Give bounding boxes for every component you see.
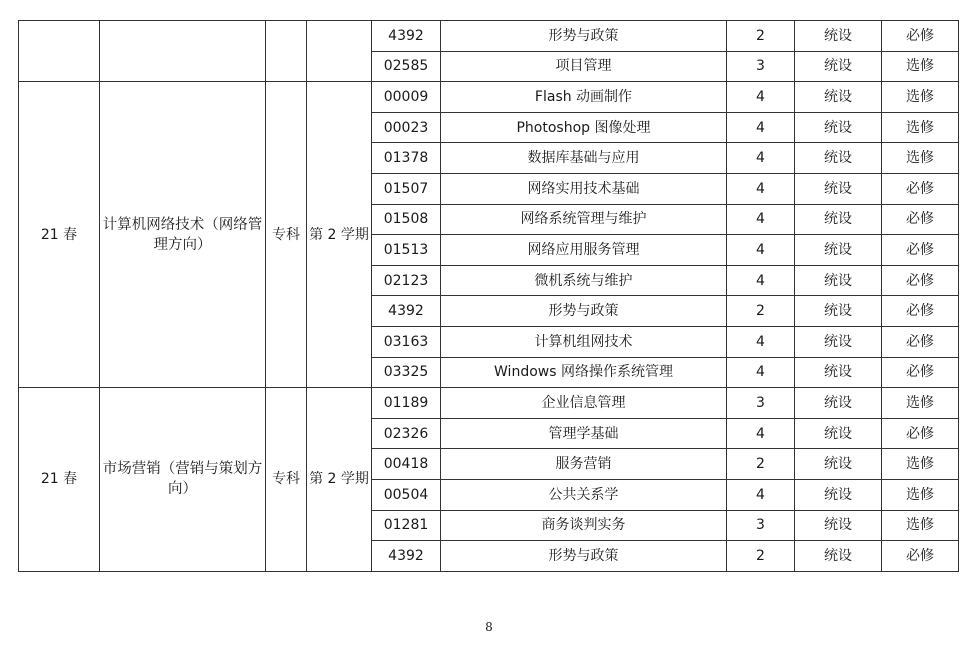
course-credits: 4 [727, 265, 795, 296]
major-cell: 市场营销（营销与策划方向） [100, 388, 266, 572]
course-code: 00009 [372, 82, 441, 113]
course-credits: 4 [727, 112, 795, 143]
course-setup: 统设 [795, 510, 882, 541]
course-code: 02326 [372, 418, 441, 449]
course-type: 必修 [882, 296, 959, 327]
level-cell: 专科 [266, 388, 307, 572]
course-name: 项目管理 [441, 51, 727, 82]
course-setup: 统设 [795, 265, 882, 296]
term-cell [19, 21, 100, 82]
course-code: 00418 [372, 449, 441, 480]
course-type: 选修 [882, 143, 959, 174]
course-name: 公共关系学 [441, 479, 727, 510]
course-name: 形势与政策 [441, 21, 727, 52]
course-name: Flash 动画制作 [441, 82, 727, 113]
course-setup: 统设 [795, 21, 882, 52]
course-code: 01513 [372, 235, 441, 266]
course-name: 网络系统管理与维护 [441, 204, 727, 235]
course-setup: 统设 [795, 418, 882, 449]
course-type: 选修 [882, 112, 959, 143]
course-name: 商务谈判实务 [441, 510, 727, 541]
course-setup: 统设 [795, 541, 882, 572]
course-setup: 统设 [795, 296, 882, 327]
course-type: 选修 [882, 51, 959, 82]
course-type: 必修 [882, 541, 959, 572]
term-cell: 21 春 [19, 388, 100, 572]
course-name: 形势与政策 [441, 541, 727, 572]
course-credits: 4 [727, 357, 795, 388]
course-credits: 4 [727, 235, 795, 266]
course-code: 02123 [372, 265, 441, 296]
course-code: 01189 [372, 388, 441, 419]
course-name: 企业信息管理 [441, 388, 727, 419]
course-credits: 4 [727, 204, 795, 235]
course-credits: 4 [727, 143, 795, 174]
course-setup: 统设 [795, 326, 882, 357]
course-name: 计算机组网技术 [441, 326, 727, 357]
course-setup: 统设 [795, 112, 882, 143]
course-setup: 统设 [795, 449, 882, 480]
course-credits: 4 [727, 82, 795, 113]
course-type: 选修 [882, 82, 959, 113]
course-code: 00023 [372, 112, 441, 143]
course-code: 01378 [372, 143, 441, 174]
course-type: 必修 [882, 326, 959, 357]
course-code: 03325 [372, 357, 441, 388]
course-setup: 统设 [795, 235, 882, 266]
course-setup: 统设 [795, 479, 882, 510]
course-setup: 统设 [795, 173, 882, 204]
course-type: 必修 [882, 235, 959, 266]
course-credits: 4 [727, 326, 795, 357]
course-credits: 3 [727, 388, 795, 419]
course-name: Photoshop 图像处理 [441, 112, 727, 143]
course-name: 网络应用服务管理 [441, 235, 727, 266]
course-credits: 4 [727, 479, 795, 510]
course-code: 01507 [372, 173, 441, 204]
course-type: 必修 [882, 357, 959, 388]
course-type: 必修 [882, 21, 959, 52]
course-code: 03163 [372, 326, 441, 357]
course-code: 01281 [372, 510, 441, 541]
semester-cell: 第 2 学期 [307, 82, 372, 388]
course-type: 选修 [882, 510, 959, 541]
course-name: 服务营销 [441, 449, 727, 480]
table-row [19, 388, 959, 419]
course-name: Windows 网络操作系统管理 [441, 357, 727, 388]
course-code: 4392 [372, 541, 441, 572]
course-credits: 4 [727, 418, 795, 449]
course-type: 必修 [882, 265, 959, 296]
course-setup: 统设 [795, 204, 882, 235]
course-type: 选修 [882, 449, 959, 480]
table-row [19, 21, 959, 52]
course-table-body [19, 21, 959, 572]
course-type: 选修 [882, 479, 959, 510]
course-name: 网络实用技术基础 [441, 173, 727, 204]
course-setup: 统设 [795, 51, 882, 82]
course-credits: 3 [727, 51, 795, 82]
major-cell: 计算机网络技术（网络管理方向） [100, 82, 266, 388]
course-code: 00504 [372, 479, 441, 510]
course-name: 管理学基础 [441, 418, 727, 449]
course-type: 必修 [882, 418, 959, 449]
course-credits: 2 [727, 541, 795, 572]
course-setup: 统设 [795, 143, 882, 174]
level-cell: 专科 [266, 82, 307, 388]
course-code: 02585 [372, 51, 441, 82]
course-name: 数据库基础与应用 [441, 143, 727, 174]
course-table [18, 20, 959, 572]
course-setup: 统设 [795, 388, 882, 419]
semester-cell: 第 2 学期 [307, 388, 372, 572]
course-name: 形势与政策 [441, 296, 727, 327]
course-type: 必修 [882, 173, 959, 204]
course-credits: 2 [727, 449, 795, 480]
page-number: 8 [485, 620, 493, 634]
course-code: 4392 [372, 21, 441, 52]
course-name: 微机系统与维护 [441, 265, 727, 296]
course-type: 必修 [882, 204, 959, 235]
level-cell [266, 21, 307, 82]
term-cell: 21 春 [19, 82, 100, 388]
course-credits: 2 [727, 296, 795, 327]
course-credits: 4 [727, 173, 795, 204]
course-credits: 3 [727, 510, 795, 541]
course-setup: 统设 [795, 357, 882, 388]
semester-cell [307, 21, 372, 82]
course-setup: 统设 [795, 82, 882, 113]
course-type: 选修 [882, 388, 959, 419]
table-row [19, 82, 959, 113]
course-code: 01508 [372, 204, 441, 235]
course-credits: 2 [727, 21, 795, 52]
major-cell [100, 21, 266, 82]
course-code: 4392 [372, 296, 441, 327]
